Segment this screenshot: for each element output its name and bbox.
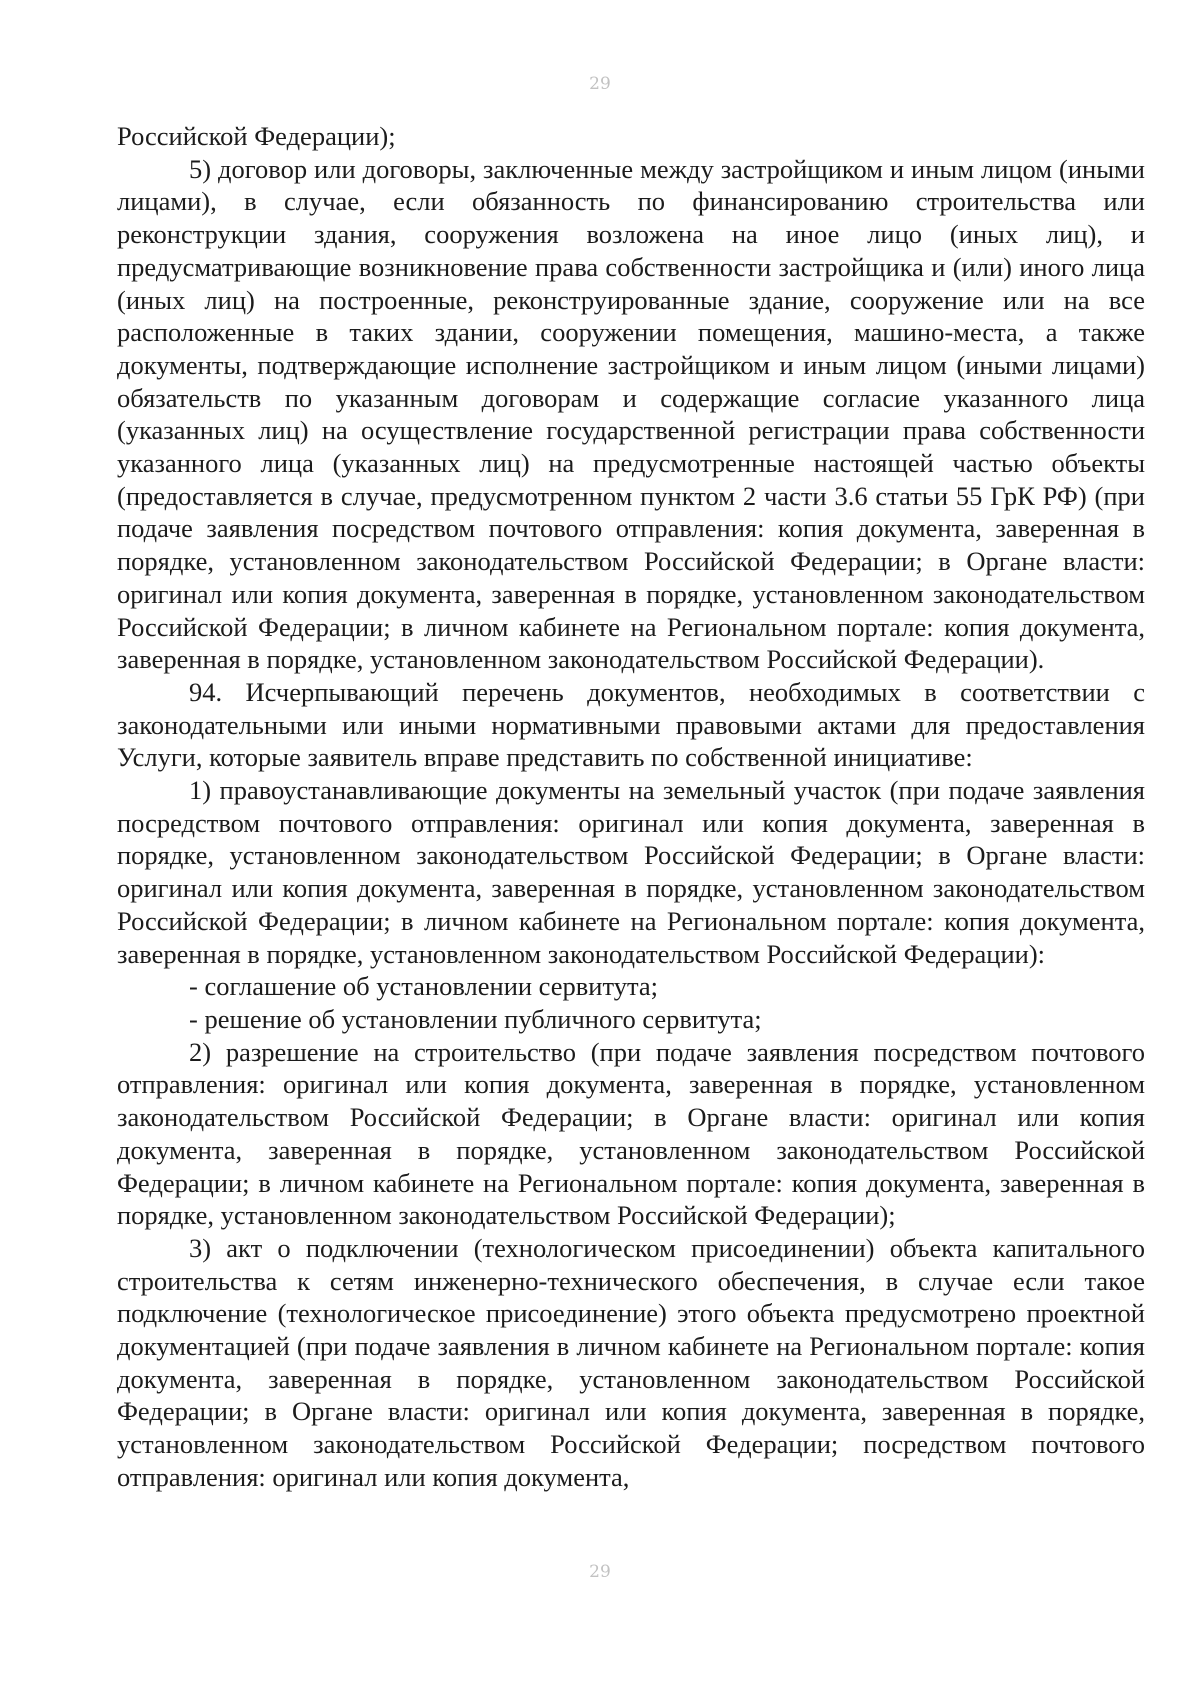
page-number-top: 29 xyxy=(589,74,611,94)
dash-item-servitude-agreement: - соглашение об установлении сервитута; xyxy=(189,971,658,1002)
list-item-1: 1) правоустанавливающие документы на земельный участок (при подаче заявления посредством почтового отправления: оригинал или копия документа, заверенная в порядке, установленном законодательством Российской Федерации; в Органе власти: оригинал или копия документа, заверенная в порядке, установленном законодательством Российской Федерации; в личном кабинете на Региональном портале: копия документа, заверенная в порядке, установленном законодательством Российской Федерации): xyxy=(117,775,1145,969)
list-item-5: 5) договор или договоры, заключенные между застройщиком и иным лицом (иными лицами), в случае, если обязанность по финансированию строительства или реконструкции здания, сооружения возложена на иное лицо (иных лиц), и предусматривающие возникновение права собственности застройщика и (или) иного лица (иных лиц) на построенные, реконструированные здание, сооружение или на все расположенные в таких здании, сооружении помещения, машино-места, а также документы, подтверждающие исполнение застройщиком и иным лицом (иными лицами) обязательств по указанным договорам и содержащие согласие указанного лица (указанных лиц) на осуществление государственной регистрации права собственности указанного лица (указанных лиц) на предусмотренные настоящей частью объекты (предоставляется в случае, предусмотренном пунктом 2 части 3.6 статьи 55 ГрК РФ) (при подаче заявления посредством почтового отправления: копия документа, заверенная в порядке, установленном законодательством Российской Федерации; в Органе власти: оригинал или копия документа, заверенная в порядке, установленном законодательством Российской Федерации; в личном кабинете на Региональном портале: копия документа, заверенная в порядке, установленном законодательством Российской Федерации). xyxy=(117,153,1145,675)
paragraph-continuation: Российской Федерации); xyxy=(117,121,396,151)
document-body xyxy=(117,120,1145,1494)
list-item-2: 2) разрешение на строительство (при подаче заявления посредством почтового отправления: оригинал или копия документа, заверенная в порядке, установленном законодательством Российской Федерации; в Органе власти: оригинал или копия документа, заверенная в порядке, установленном законодательством Российской Федерации; в личном кабинете на Региональном портале: копия документа, заверенная в порядке, установленном законодательством Российской Федерации); xyxy=(117,1036,1145,1231)
dash-item-public-servitude: - решение об установлении публичного сервитута; xyxy=(189,1003,762,1034)
clause-94: 94. Исчерпывающий перечень документов, необходимых в соответствии с законодательными или иными нормативными правовыми актами для предоставления Услуги, которые заявитель вправе представить по собственной инициативе: xyxy=(117,676,1145,773)
page-number-bottom: 29 xyxy=(589,1562,611,1582)
list-item-3: 3) акт о подключении (технологическом присоединении) объекта капитального строительства к сетям инженерно-технического обеспечения, в случае если такое подключение (технологическое присоединение) этого объекта предусмотрено проектной документацией (при подаче заявления в личном кабинете на Региональном портале: копия документа, заверенная в порядке, установленном законодательством Российской Федерации; в Органе власти: оригинал или копия документа, заверенная в порядке, установленном законодательством Российской Федерации; посредством почтового отправления: оригинал или копия документа, xyxy=(117,1232,1145,1492)
